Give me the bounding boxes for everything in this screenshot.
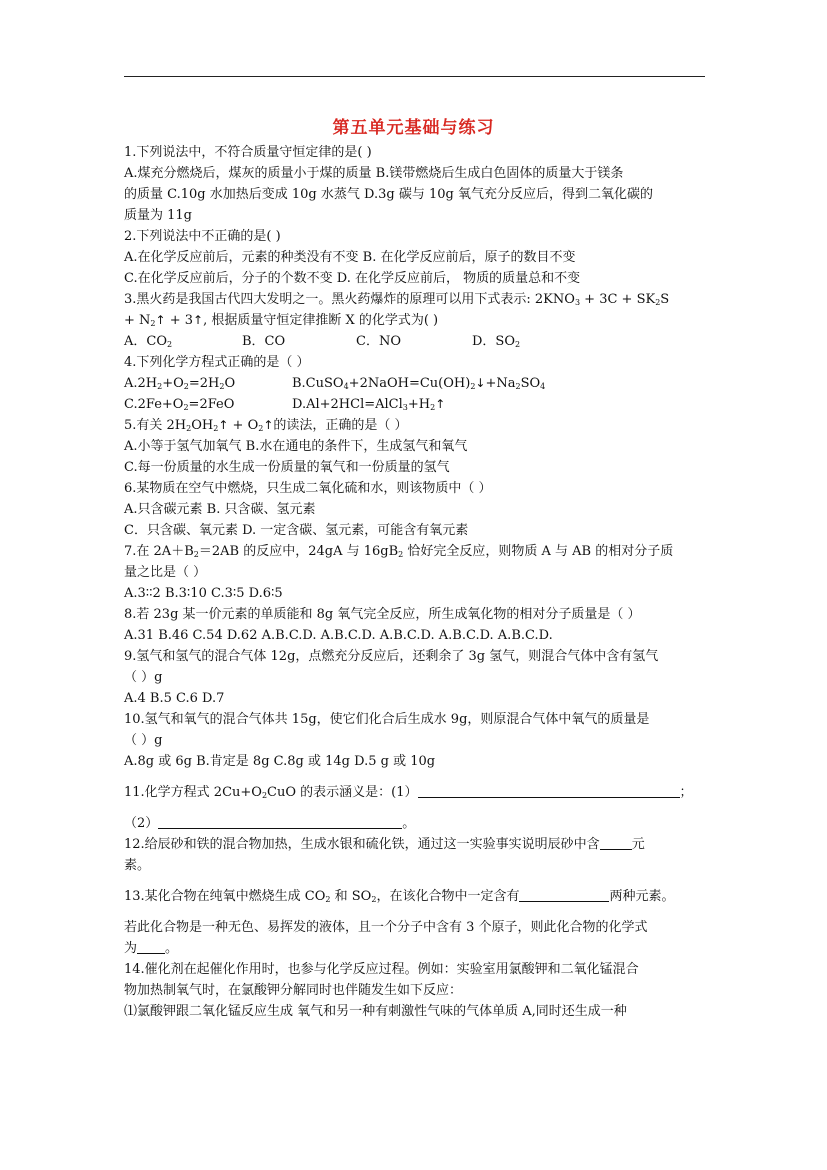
q14-line3: ⑴氯酸钾跟二氧化锰反应生成 氧气和另一种有刺激性气味的气体单质 A,同时还生成一种	[124, 1004, 627, 1019]
header-rule	[124, 76, 705, 77]
q1-line3: 的质量 C.10g 水加热后变成 10g 水蒸气 D.3g 碳与 10g 氧气充分反应后，得到二氧化碳的	[124, 187, 653, 202]
q9-line2: （ ）g	[124, 670, 163, 685]
q13-line2: 若此化合物是一种无色、易挥发的液体，且一个分子中含有 3 个原子，则此化合物的化学式	[124, 920, 648, 935]
q11-answer-blank-2[interactable]	[158, 814, 402, 829]
q13-line3: 为 。	[124, 941, 179, 956]
q1-line2: A.煤充分燃烧后，煤灰的质量小于煤的质量 B.镁带燃烧后生成白色固体的质量大于镁条	[124, 166, 624, 181]
q12-line2: 素。	[124, 858, 151, 873]
q5-options-ab: A.小等于氢气加氧气 B.水在通电的条件下，生成氢气和氧气	[124, 439, 468, 454]
q10-line1: 10.氢气和氧气的混合气体共 15g，使它们化合后生成水 9g，则原混合气体中氧气的质量是	[124, 712, 650, 727]
q1-stem: 1.下列说法中，不符合质量守恒定律的是( )	[124, 145, 372, 160]
q1-line4: 质量为 11g	[124, 208, 192, 223]
q11-line2: （2） 。	[124, 816, 416, 831]
q2-stem: 2.下列说法中不正确的是( )	[124, 229, 281, 244]
q10-options: A.8g 或 6g B.肯定是 8g C.8g 或 14g D.5 g 或 10g	[124, 754, 436, 769]
q13-answer-blank-1[interactable]	[519, 887, 609, 902]
q14-line2: 物加热制氧气时，在氯酸钾分解同时也伴随发生如下反应：	[124, 983, 463, 998]
q3-line2: + $N_2↑$ + 3↑, 根据质量守恒定律推断 X 的化学式为( )	[124, 313, 439, 328]
q3-options: A．$CO_2$ B．CO C．NO D．$SO_2$	[124, 334, 521, 349]
q6-options-ab: A.只含碳元素 B. 只含碳、氢元素	[124, 502, 316, 517]
q6-stem: 6.某物质在空气中燃烧，只生成二氧化硫和水，则该物质中（ ）	[124, 481, 492, 496]
q13-line1: 13.某化合物在纯氧中燃烧生成 $CO_2$ 和 $SO_2$，在该化合物中一定含有 两种元素。	[124, 889, 675, 904]
q2-options-ab: A.在化学反应前后，元素的种类没有不变 B. 在化学反应前后，原子的数目不变	[124, 250, 576, 265]
q2-options-cd: C.在化学反应前后，分子的个数不变 D. 在化学反应前后， 物质的质量总和不变	[124, 271, 581, 286]
page-title: 第五单元基础与练习	[332, 118, 495, 138]
q12-line1: 12.给辰砂和铁的混合物加热，生成水银和硫化铁，通过这一实验事实说明辰砂中含 元	[124, 837, 645, 852]
q9-line1: 9.氢气和氢气的混合气体 12g，点燃充分反应后，还剩余了 3g 氢气，则混合气体中含有氢气	[124, 649, 659, 664]
q6-options-cd: C．只含碳、氧元素 D. 一定含碳、氢元素，可能含有氧元素	[124, 523, 469, 538]
q13-answer-blank-2[interactable]	[137, 939, 165, 954]
q8-options: A.31 B.46 C.54 D.62 A.B.C.D. A.B.C.D. A.B.C.D. A.B.C.D. A.B.C.D.	[124, 628, 553, 643]
q4-options-ab: $A.2H_2+O_2=2H_2O$ $B.CuSO_4+2NaOH=Cu(OH)_2↓+Na_2SO_4$	[124, 376, 546, 391]
q7-options: A.3∶∶2 B.3∶10 C.3∶5 D.6∶5	[124, 586, 283, 601]
q11-line1: 11.化学方程式 $2Cu+O_2CuO$ 的表示涵义是：(1） ；	[124, 785, 693, 800]
q10-line2: （ ）g	[124, 733, 163, 748]
q3-line1: 3.黑火药是我国古代四大发明之一。黑火药爆炸的原理可以用下式表示: $2KNO_3 + 3C + SK_2S$	[124, 292, 670, 307]
q11-answer-blank-1[interactable]	[418, 783, 680, 798]
q9-options: A.4 B.5 C.6 D.7	[124, 691, 225, 706]
q5-option-c: C.每一份质量的水生成一份质量的氧气和一份质量的氢气	[124, 460, 450, 475]
q7-line2: 量之比是（ ）	[124, 565, 207, 580]
q4-options-cd: $C.2Fe+O_2=2FeO$ $D.Al+2HCl=AlCl_3+H_2↑$	[124, 397, 446, 412]
worksheet-body	[124, 142, 706, 1022]
q8-stem: 8.若 23g 某一价元素的单质能和 8g 氧气完全反应，所生成氧化物的相对分子质量是（ ）	[124, 607, 641, 622]
q7-line1: 7.在 $2A+B_2=2AB$ 的反应中，24gA 与 $16gB_2$ 恰好完全反应，则物质 A 与 AB 的相对分子质	[124, 544, 674, 559]
q12-answer-blank[interactable]	[600, 835, 632, 850]
q14-line1: 14.催化剂在起催化作用时，也参与化学反应过程。例如：实验室用氯酸钾和二氧化锰混合	[124, 962, 639, 977]
q5-stem: 5.有关 $2H_2OH_2↑$ + $O_2↑$的读法，正确的是（ ）	[124, 418, 408, 433]
q4-stem: 4.下列化学方程式正确的是（ ）	[124, 355, 310, 370]
